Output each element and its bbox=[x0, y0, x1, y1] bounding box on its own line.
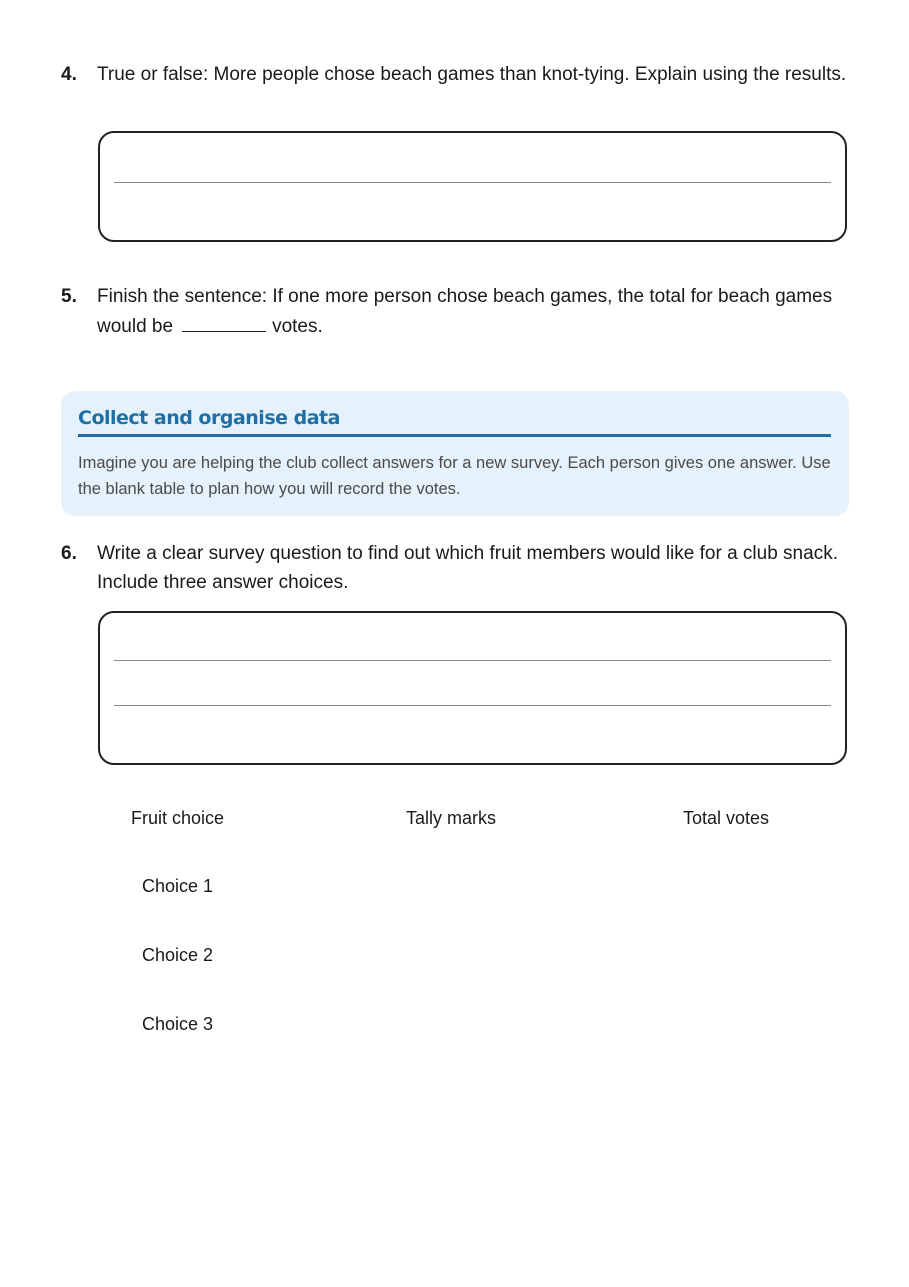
question-text: True or false: More people chose beach games than knot-tying. Explain using the results. bbox=[97, 64, 847, 85]
info-box-title: Collect and organise data bbox=[78, 407, 831, 437]
answer-line bbox=[114, 705, 831, 706]
question-number: 5. bbox=[61, 286, 77, 307]
answer-line bbox=[114, 182, 831, 183]
column-header-total-votes: Total votes bbox=[683, 808, 770, 828]
table-row-label: Choice 3 bbox=[142, 1014, 214, 1034]
info-box-text: Imagine you are helping the club collect answers for a new survey. Each person gives one answer. Use the blank table to plan how you will record the votes. bbox=[78, 454, 831, 498]
question-text-after: votes. bbox=[272, 316, 323, 337]
answer-box-q6[interactable] bbox=[98, 611, 847, 765]
question-number: 6. bbox=[61, 543, 77, 564]
question-text bbox=[97, 282, 851, 341]
question-text: Write a clear survey question to find out which fruit members would like for a club snack. Include three answer choices. bbox=[97, 543, 838, 593]
question-text-before: Finish the sentence: If one more person chose beach games, the total for beach games would be bbox=[97, 286, 833, 337]
question-4 bbox=[61, 60, 851, 89]
table-row-label: Choice 1 bbox=[142, 876, 214, 896]
column-header-tally-marks: Tally marks bbox=[406, 808, 497, 828]
info-box bbox=[61, 391, 849, 516]
answer-line bbox=[114, 660, 831, 661]
table-row-label: Choice 2 bbox=[142, 945, 214, 965]
fill-in-blank[interactable] bbox=[182, 311, 266, 332]
column-header-fruit-choice: Fruit choice bbox=[131, 808, 225, 828]
question-5 bbox=[61, 282, 851, 341]
answer-box-q4[interactable] bbox=[98, 131, 847, 242]
question-6 bbox=[61, 539, 851, 597]
question-number: 4. bbox=[61, 64, 77, 85]
